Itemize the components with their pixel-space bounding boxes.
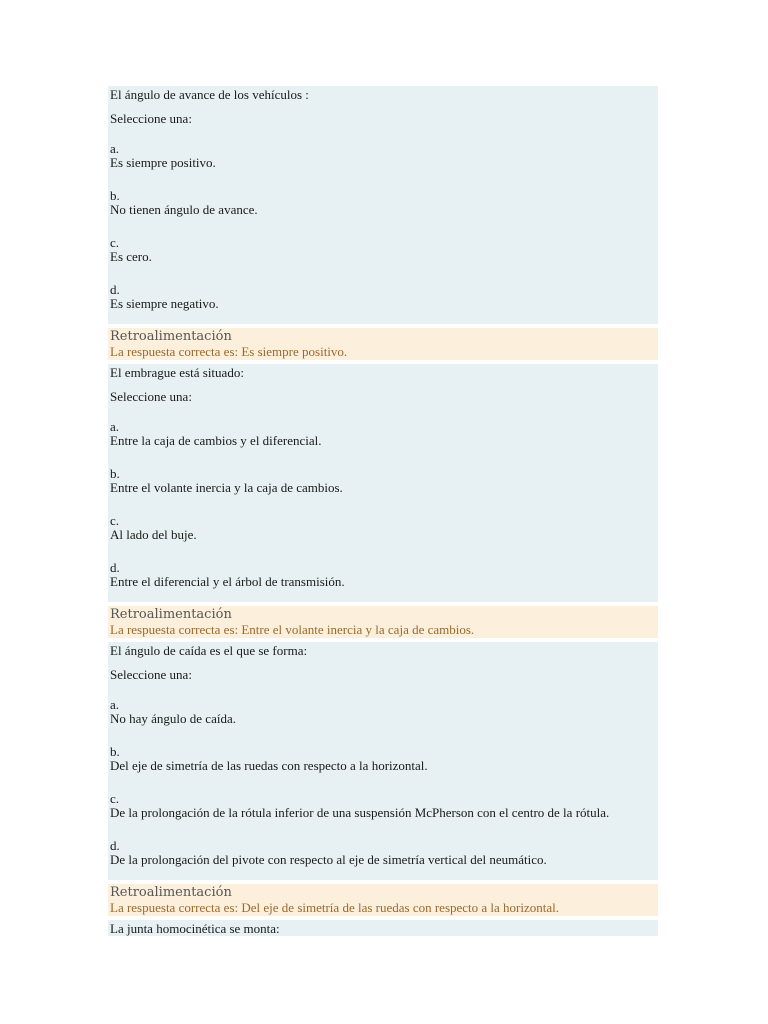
feedback-box [108, 328, 658, 360]
option-text: Entre el diferencial y el árbol de transmisión. [110, 574, 345, 589]
question-4 [108, 920, 658, 936]
option-text: Es siempre positivo. [110, 155, 216, 170]
question-prompt: El embrague está situado: [110, 365, 244, 380]
option-c[interactable] [110, 232, 658, 279]
option-a[interactable] [110, 694, 658, 741]
option-a[interactable] [110, 138, 658, 185]
option-d[interactable] [110, 835, 658, 880]
option-text: Es siempre negativo. [110, 296, 219, 311]
option-letter: d. [110, 282, 120, 297]
option-b[interactable] [110, 463, 658, 510]
option-d[interactable] [110, 279, 658, 324]
option-letter: b. [110, 466, 120, 481]
quiz-review-page [108, 86, 658, 936]
question-1 [108, 86, 658, 324]
question-3 [108, 642, 658, 880]
option-b[interactable] [110, 185, 658, 232]
option-text: De la prolongación de la rótula inferior de una suspensión McPherson con el centro de la rótula. [110, 805, 610, 820]
option-c[interactable] [110, 788, 658, 835]
feedback-box [108, 606, 658, 638]
option-letter: c. [110, 513, 120, 528]
option-text: De la prolongación del pivote con respecto al eje de simetría vertical del neumático. [110, 852, 547, 867]
option-text: Entre el volante inercia y la caja de cambios. [110, 480, 343, 495]
option-text: No tienen ángulo de avance. [110, 202, 258, 217]
option-letter: d. [110, 560, 120, 575]
question-prompt: El ángulo de caída es el que se forma: [110, 643, 308, 658]
correct-answer-text: La respuesta correcta es: Es siempre positivo. [110, 344, 348, 359]
question-2 [108, 364, 658, 602]
option-letter: b. [110, 744, 120, 759]
select-one-label: Seleccione una: [110, 667, 192, 682]
option-letter: b. [110, 188, 120, 203]
option-a[interactable] [110, 416, 658, 463]
correct-answer-text: La respuesta correcta es: Del eje de simetría de las ruedas con respecto a la horizontal. [110, 900, 560, 915]
feedback-title: Retroalimentación [110, 885, 232, 900]
option-text: Entre la caja de cambios y el diferencial. [110, 433, 322, 448]
option-b[interactable] [110, 741, 658, 788]
feedback-title: Retroalimentación [110, 607, 232, 622]
feedback-title: Retroalimentación [110, 329, 232, 344]
option-c[interactable] [110, 510, 658, 557]
option-letter: d. [110, 838, 120, 853]
option-letter: a. [110, 697, 120, 712]
feedback-box [108, 884, 658, 916]
option-letter: c. [110, 791, 120, 806]
select-one-label: Seleccione una: [110, 389, 192, 404]
option-text: Es cero. [110, 249, 152, 264]
option-letter: a. [110, 141, 120, 156]
option-text: Al lado del buje. [110, 527, 197, 542]
option-letter: a. [110, 419, 120, 434]
option-letter: c. [110, 235, 120, 250]
question-prompt: La junta homocinética se monta: [110, 921, 280, 936]
select-one-label: Seleccione una: [110, 111, 192, 126]
option-d[interactable] [110, 557, 658, 602]
option-text: Del eje de simetría de las ruedas con respecto a la horizontal. [110, 758, 428, 773]
correct-answer-text: La respuesta correcta es: Entre el volante inercia y la caja de cambios. [110, 622, 475, 637]
option-text: No hay ángulo de caída. [110, 711, 236, 726]
question-prompt: El ángulo de avance de los vehículos : [110, 87, 309, 102]
